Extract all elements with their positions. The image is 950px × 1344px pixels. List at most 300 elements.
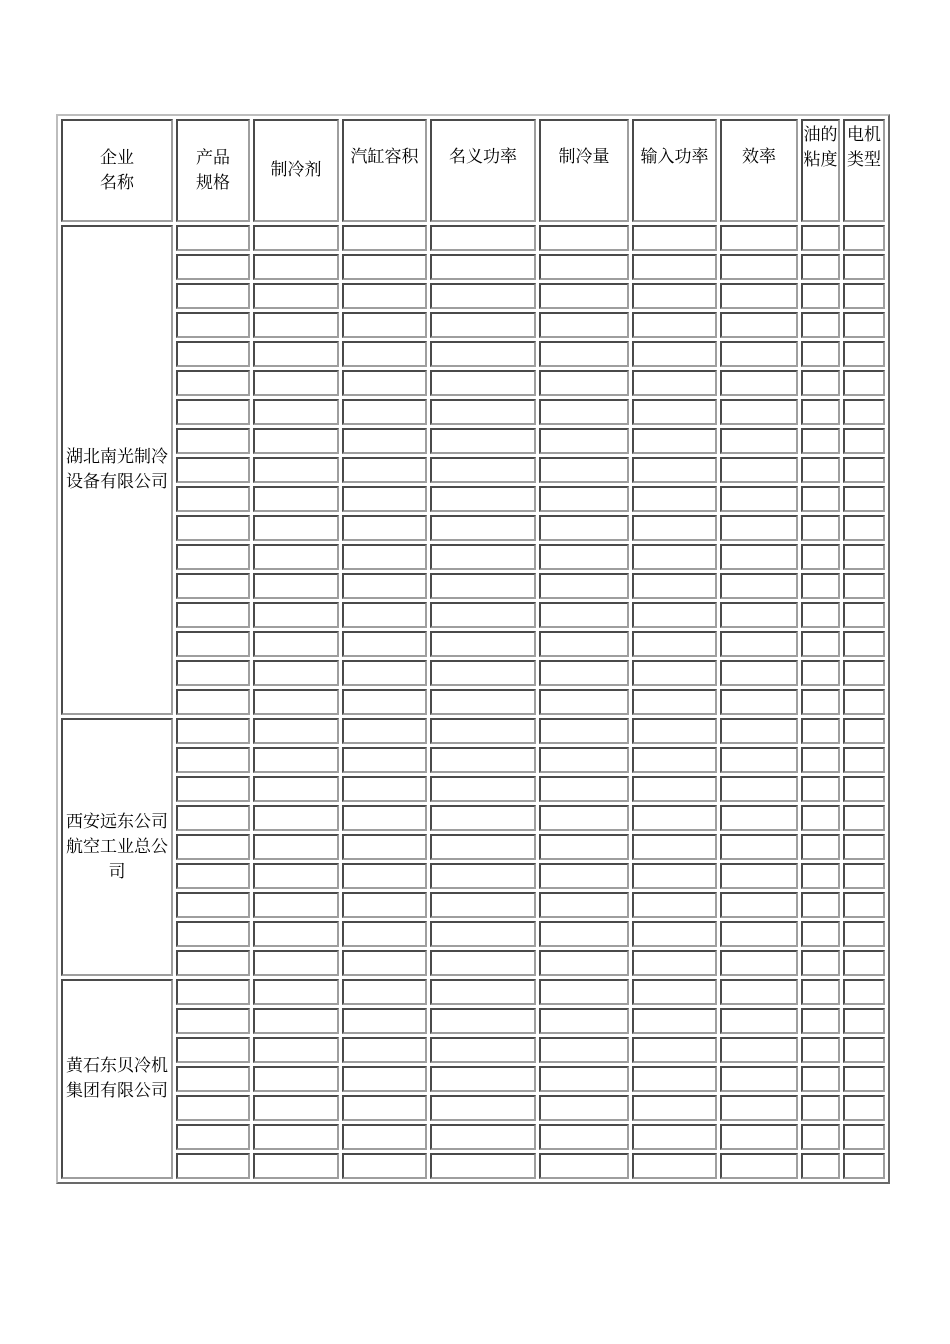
cell-efficiency xyxy=(720,660,798,686)
cell-motor-type xyxy=(843,1095,885,1121)
cell-product-spec xyxy=(176,631,250,657)
cell-product-spec xyxy=(176,805,250,831)
cell-input-power xyxy=(632,457,717,483)
cell-motor-type xyxy=(843,1124,885,1150)
cell-nominal-power xyxy=(430,718,536,744)
cell-refrigerant xyxy=(253,1008,339,1034)
cell-efficiency xyxy=(720,312,798,338)
cell-oil-viscosity xyxy=(801,689,840,715)
cell-refrigerant xyxy=(253,1095,339,1121)
cell-nominal-power xyxy=(430,428,536,454)
table-row xyxy=(61,1153,885,1179)
cell-refrigerant xyxy=(253,747,339,773)
cell-cylinder-volume xyxy=(342,283,427,309)
cell-cylinder-volume xyxy=(342,979,427,1005)
cell-cylinder-volume xyxy=(342,428,427,454)
table-row xyxy=(61,689,885,715)
cell-refrigerant xyxy=(253,834,339,860)
cell-input-power xyxy=(632,399,717,425)
cell-product-spec xyxy=(176,747,250,773)
header-input-power: 输入功率 xyxy=(632,119,717,222)
cell-nominal-power xyxy=(430,573,536,599)
cell-nominal-power xyxy=(430,515,536,541)
cell-oil-viscosity xyxy=(801,1153,840,1179)
cell-oil-viscosity xyxy=(801,370,840,396)
cell-nominal-power xyxy=(430,1095,536,1121)
cell-product-spec xyxy=(176,1153,250,1179)
cell-nominal-power xyxy=(430,486,536,512)
cell-efficiency xyxy=(720,283,798,309)
table-row xyxy=(61,805,885,831)
company-name-cell: 西安远东公司 航空工业总公司 xyxy=(61,718,173,976)
cell-cylinder-volume xyxy=(342,950,427,976)
cell-cooling-capacity xyxy=(539,747,629,773)
cell-oil-viscosity xyxy=(801,921,840,947)
cell-nominal-power xyxy=(430,776,536,802)
cell-input-power xyxy=(632,631,717,657)
cell-input-power xyxy=(632,747,717,773)
cell-input-power xyxy=(632,1124,717,1150)
cell-product-spec xyxy=(176,834,250,860)
cell-cylinder-volume xyxy=(342,515,427,541)
cell-refrigerant xyxy=(253,1037,339,1063)
cell-cylinder-volume xyxy=(342,399,427,425)
cell-oil-viscosity xyxy=(801,399,840,425)
cell-input-power xyxy=(632,515,717,541)
table-row xyxy=(61,892,885,918)
cell-efficiency xyxy=(720,1124,798,1150)
cell-motor-type xyxy=(843,515,885,541)
cell-oil-viscosity xyxy=(801,1124,840,1150)
cell-cooling-capacity xyxy=(539,950,629,976)
cell-cooling-capacity xyxy=(539,225,629,251)
cell-input-power xyxy=(632,921,717,947)
cell-motor-type xyxy=(843,225,885,251)
cell-cooling-capacity xyxy=(539,863,629,889)
cell-oil-viscosity xyxy=(801,747,840,773)
table-row xyxy=(61,950,885,976)
cell-product-spec xyxy=(176,573,250,599)
cell-nominal-power xyxy=(430,834,536,860)
cell-oil-viscosity xyxy=(801,428,840,454)
cell-cylinder-volume xyxy=(342,1037,427,1063)
cell-input-power xyxy=(632,892,717,918)
cell-efficiency xyxy=(720,486,798,512)
cell-nominal-power xyxy=(430,1008,536,1034)
header-nominal-power: 名义功率 xyxy=(430,119,536,222)
cell-cylinder-volume xyxy=(342,1095,427,1121)
cell-efficiency xyxy=(720,370,798,396)
cell-motor-type xyxy=(843,1037,885,1063)
cell-input-power xyxy=(632,1095,717,1121)
header-cooling-capacity: 制冷量 xyxy=(539,119,629,222)
cell-oil-viscosity xyxy=(801,631,840,657)
cell-product-spec xyxy=(176,1124,250,1150)
cell-refrigerant xyxy=(253,602,339,628)
cell-oil-viscosity xyxy=(801,863,840,889)
cell-cooling-capacity xyxy=(539,1153,629,1179)
cell-efficiency xyxy=(720,1008,798,1034)
cell-nominal-power xyxy=(430,225,536,251)
header-refrigerant: 制冷剂 xyxy=(253,119,339,222)
table-row xyxy=(61,863,885,889)
cell-product-spec xyxy=(176,225,250,251)
cell-nominal-power xyxy=(430,544,536,570)
table-row xyxy=(61,1066,885,1092)
header-row xyxy=(61,119,885,222)
cell-oil-viscosity xyxy=(801,312,840,338)
cell-oil-viscosity xyxy=(801,805,840,831)
cell-input-power xyxy=(632,805,717,831)
cell-refrigerant xyxy=(253,950,339,976)
cell-motor-type xyxy=(843,892,885,918)
cell-product-spec xyxy=(176,1095,250,1121)
cell-refrigerant xyxy=(253,631,339,657)
cell-oil-viscosity xyxy=(801,718,840,744)
cell-cooling-capacity xyxy=(539,1066,629,1092)
cell-cooling-capacity xyxy=(539,602,629,628)
cell-motor-type xyxy=(843,1066,885,1092)
cell-nominal-power xyxy=(430,341,536,367)
cell-refrigerant xyxy=(253,341,339,367)
cell-cylinder-volume xyxy=(342,1008,427,1034)
cell-input-power xyxy=(632,660,717,686)
cell-nominal-power xyxy=(430,979,536,1005)
cell-efficiency xyxy=(720,457,798,483)
cell-oil-viscosity xyxy=(801,776,840,802)
cell-nominal-power xyxy=(430,921,536,947)
cell-input-power xyxy=(632,254,717,280)
cell-refrigerant xyxy=(253,805,339,831)
cell-cooling-capacity xyxy=(539,1095,629,1121)
cell-cooling-capacity xyxy=(539,1124,629,1150)
table-row xyxy=(61,399,885,425)
cell-cylinder-volume xyxy=(342,1124,427,1150)
cell-cylinder-volume xyxy=(342,892,427,918)
cell-nominal-power xyxy=(430,1153,536,1179)
cell-efficiency xyxy=(720,1095,798,1121)
cell-product-spec xyxy=(176,1066,250,1092)
cell-input-power xyxy=(632,312,717,338)
cell-nominal-power xyxy=(430,254,536,280)
cell-product-spec xyxy=(176,950,250,976)
cell-oil-viscosity xyxy=(801,283,840,309)
cell-motor-type xyxy=(843,689,885,715)
cell-efficiency xyxy=(720,631,798,657)
cell-motor-type xyxy=(843,950,885,976)
cell-cylinder-volume xyxy=(342,776,427,802)
table-row xyxy=(61,979,885,1005)
cell-cylinder-volume xyxy=(342,341,427,367)
cell-oil-viscosity xyxy=(801,1037,840,1063)
cell-product-spec xyxy=(176,312,250,338)
cell-oil-viscosity xyxy=(801,602,840,628)
cell-motor-type xyxy=(843,428,885,454)
cell-nominal-power xyxy=(430,1037,536,1063)
cell-input-power xyxy=(632,602,717,628)
cell-input-power xyxy=(632,370,717,396)
cell-input-power xyxy=(632,544,717,570)
cell-oil-viscosity xyxy=(801,660,840,686)
cell-refrigerant xyxy=(253,486,339,512)
cell-product-spec xyxy=(176,718,250,744)
cell-cooling-capacity xyxy=(539,515,629,541)
table-row xyxy=(61,486,885,512)
cell-efficiency xyxy=(720,863,798,889)
cell-cooling-capacity xyxy=(539,399,629,425)
product-table xyxy=(56,114,890,1184)
company-name-cell: 黄石东贝冷机集团有限公司 xyxy=(61,979,173,1179)
cell-refrigerant xyxy=(253,573,339,599)
header-company-name: 企业 名称 xyxy=(61,119,173,222)
cell-motor-type xyxy=(843,283,885,309)
cell-product-spec xyxy=(176,689,250,715)
cell-efficiency xyxy=(720,805,798,831)
cell-product-spec xyxy=(176,428,250,454)
cell-cooling-capacity xyxy=(539,805,629,831)
cell-motor-type xyxy=(843,1008,885,1034)
table-row xyxy=(61,225,885,251)
cell-refrigerant xyxy=(253,254,339,280)
cell-refrigerant xyxy=(253,312,339,338)
cell-cooling-capacity xyxy=(539,834,629,860)
cell-oil-viscosity xyxy=(801,834,840,860)
header-cylinder-volume: 汽缸容积 xyxy=(342,119,427,222)
cell-input-power xyxy=(632,718,717,744)
cell-refrigerant xyxy=(253,718,339,744)
cell-product-spec xyxy=(176,515,250,541)
header-oil-viscosity: 油的粘度 xyxy=(801,119,840,222)
cell-product-spec xyxy=(176,486,250,512)
cell-cylinder-volume xyxy=(342,863,427,889)
cell-oil-viscosity xyxy=(801,1066,840,1092)
cell-input-power xyxy=(632,1153,717,1179)
cell-refrigerant xyxy=(253,370,339,396)
cell-refrigerant xyxy=(253,283,339,309)
cell-input-power xyxy=(632,486,717,512)
cell-oil-viscosity xyxy=(801,225,840,251)
cell-oil-viscosity xyxy=(801,950,840,976)
cell-product-spec xyxy=(176,660,250,686)
cell-oil-viscosity xyxy=(801,979,840,1005)
cell-efficiency xyxy=(720,602,798,628)
cell-input-power xyxy=(632,1008,717,1034)
cell-cylinder-volume xyxy=(342,573,427,599)
cell-efficiency xyxy=(720,515,798,541)
cell-motor-type xyxy=(843,602,885,628)
cell-input-power xyxy=(632,283,717,309)
cell-motor-type xyxy=(843,921,885,947)
cell-oil-viscosity xyxy=(801,515,840,541)
table-row xyxy=(61,1037,885,1063)
cell-cooling-capacity xyxy=(539,689,629,715)
cell-nominal-power xyxy=(430,660,536,686)
cell-input-power xyxy=(632,1037,717,1063)
cell-cooling-capacity xyxy=(539,341,629,367)
table-row xyxy=(61,254,885,280)
cell-input-power xyxy=(632,689,717,715)
cell-input-power xyxy=(632,834,717,860)
cell-cylinder-volume xyxy=(342,631,427,657)
cell-efficiency xyxy=(720,747,798,773)
cell-refrigerant xyxy=(253,1124,339,1150)
cell-cylinder-volume xyxy=(342,1153,427,1179)
cell-cylinder-volume xyxy=(342,805,427,831)
cell-motor-type xyxy=(843,370,885,396)
cell-efficiency xyxy=(720,399,798,425)
cell-cylinder-volume xyxy=(342,718,427,744)
cell-cooling-capacity xyxy=(539,1037,629,1063)
table-row xyxy=(61,921,885,947)
cell-product-spec xyxy=(176,399,250,425)
cell-nominal-power xyxy=(430,863,536,889)
cell-motor-type xyxy=(843,486,885,512)
company-name-cell: 湖北南光制冷设备有限公司 xyxy=(61,225,173,715)
cell-motor-type xyxy=(843,776,885,802)
cell-refrigerant xyxy=(253,1153,339,1179)
cell-efficiency xyxy=(720,979,798,1005)
cell-nominal-power xyxy=(430,312,536,338)
cell-refrigerant xyxy=(253,428,339,454)
cell-oil-viscosity xyxy=(801,1008,840,1034)
cell-cylinder-volume xyxy=(342,544,427,570)
cell-input-power xyxy=(632,863,717,889)
cell-refrigerant xyxy=(253,1066,339,1092)
cell-refrigerant xyxy=(253,225,339,251)
cell-refrigerant xyxy=(253,689,339,715)
cell-efficiency xyxy=(720,573,798,599)
cell-cylinder-volume xyxy=(342,660,427,686)
cell-oil-viscosity xyxy=(801,544,840,570)
cell-motor-type xyxy=(843,834,885,860)
cell-product-spec xyxy=(176,776,250,802)
cell-efficiency xyxy=(720,892,798,918)
cell-input-power xyxy=(632,341,717,367)
cell-input-power xyxy=(632,776,717,802)
cell-nominal-power xyxy=(430,399,536,425)
cell-cylinder-volume xyxy=(342,921,427,947)
cell-product-spec xyxy=(176,341,250,367)
cell-product-spec xyxy=(176,254,250,280)
cell-motor-type xyxy=(843,573,885,599)
cell-efficiency xyxy=(720,776,798,802)
cell-cooling-capacity xyxy=(539,283,629,309)
cell-refrigerant xyxy=(253,399,339,425)
header-efficiency: 效率 xyxy=(720,119,798,222)
cell-cooling-capacity xyxy=(539,573,629,599)
cell-refrigerant xyxy=(253,863,339,889)
table-row xyxy=(61,283,885,309)
cell-motor-type xyxy=(843,457,885,483)
table-row xyxy=(61,544,885,570)
cell-motor-type xyxy=(843,747,885,773)
cell-input-power xyxy=(632,428,717,454)
cell-motor-type xyxy=(843,979,885,1005)
cell-motor-type xyxy=(843,399,885,425)
cell-motor-type xyxy=(843,718,885,744)
cell-product-spec xyxy=(176,283,250,309)
cell-refrigerant xyxy=(253,544,339,570)
cell-efficiency xyxy=(720,834,798,860)
cell-motor-type xyxy=(843,544,885,570)
cell-cooling-capacity xyxy=(539,631,629,657)
table-row xyxy=(61,312,885,338)
table-row xyxy=(61,1124,885,1150)
header-motor-type: 电机类型 xyxy=(843,119,885,222)
cell-nominal-power xyxy=(430,747,536,773)
cell-cooling-capacity xyxy=(539,921,629,947)
cell-motor-type xyxy=(843,254,885,280)
cell-refrigerant xyxy=(253,892,339,918)
cell-efficiency xyxy=(720,1066,798,1092)
cell-efficiency xyxy=(720,689,798,715)
cell-cooling-capacity xyxy=(539,776,629,802)
cell-cooling-capacity xyxy=(539,428,629,454)
cell-oil-viscosity xyxy=(801,341,840,367)
cell-input-power xyxy=(632,1066,717,1092)
cell-product-spec xyxy=(176,921,250,947)
cell-oil-viscosity xyxy=(801,1095,840,1121)
table-row xyxy=(61,1008,885,1034)
cell-cylinder-volume xyxy=(342,457,427,483)
cell-cooling-capacity xyxy=(539,457,629,483)
cell-refrigerant xyxy=(253,979,339,1005)
cell-input-power xyxy=(632,950,717,976)
cell-nominal-power xyxy=(430,370,536,396)
cell-nominal-power xyxy=(430,950,536,976)
cell-motor-type xyxy=(843,631,885,657)
cell-cylinder-volume xyxy=(342,689,427,715)
cell-cooling-capacity xyxy=(539,486,629,512)
cell-oil-viscosity xyxy=(801,457,840,483)
table-row xyxy=(61,747,885,773)
cell-oil-viscosity xyxy=(801,486,840,512)
cell-motor-type xyxy=(843,660,885,686)
cell-efficiency xyxy=(720,341,798,367)
cell-cylinder-volume xyxy=(342,834,427,860)
cell-product-spec xyxy=(176,602,250,628)
cell-nominal-power xyxy=(430,1124,536,1150)
cell-cylinder-volume xyxy=(342,225,427,251)
cell-product-spec xyxy=(176,863,250,889)
cell-product-spec xyxy=(176,1037,250,1063)
cell-motor-type xyxy=(843,805,885,831)
cell-efficiency xyxy=(720,921,798,947)
table-row xyxy=(61,457,885,483)
cell-cooling-capacity xyxy=(539,312,629,338)
table-row xyxy=(61,631,885,657)
cell-motor-type xyxy=(843,863,885,889)
cell-cylinder-volume xyxy=(342,486,427,512)
cell-product-spec xyxy=(176,370,250,396)
cell-efficiency xyxy=(720,718,798,744)
table-row xyxy=(61,370,885,396)
cell-product-spec xyxy=(176,457,250,483)
table-row xyxy=(61,573,885,599)
cell-cylinder-volume xyxy=(342,1066,427,1092)
header-product-spec: 产品 规格 xyxy=(176,119,250,222)
table-row xyxy=(61,660,885,686)
cell-efficiency xyxy=(720,225,798,251)
cell-product-spec xyxy=(176,1008,250,1034)
cell-cooling-capacity xyxy=(539,892,629,918)
cell-oil-viscosity xyxy=(801,254,840,280)
cell-nominal-power xyxy=(430,805,536,831)
table-row xyxy=(61,718,885,744)
cell-refrigerant xyxy=(253,457,339,483)
cell-nominal-power xyxy=(430,892,536,918)
cell-nominal-power xyxy=(430,457,536,483)
